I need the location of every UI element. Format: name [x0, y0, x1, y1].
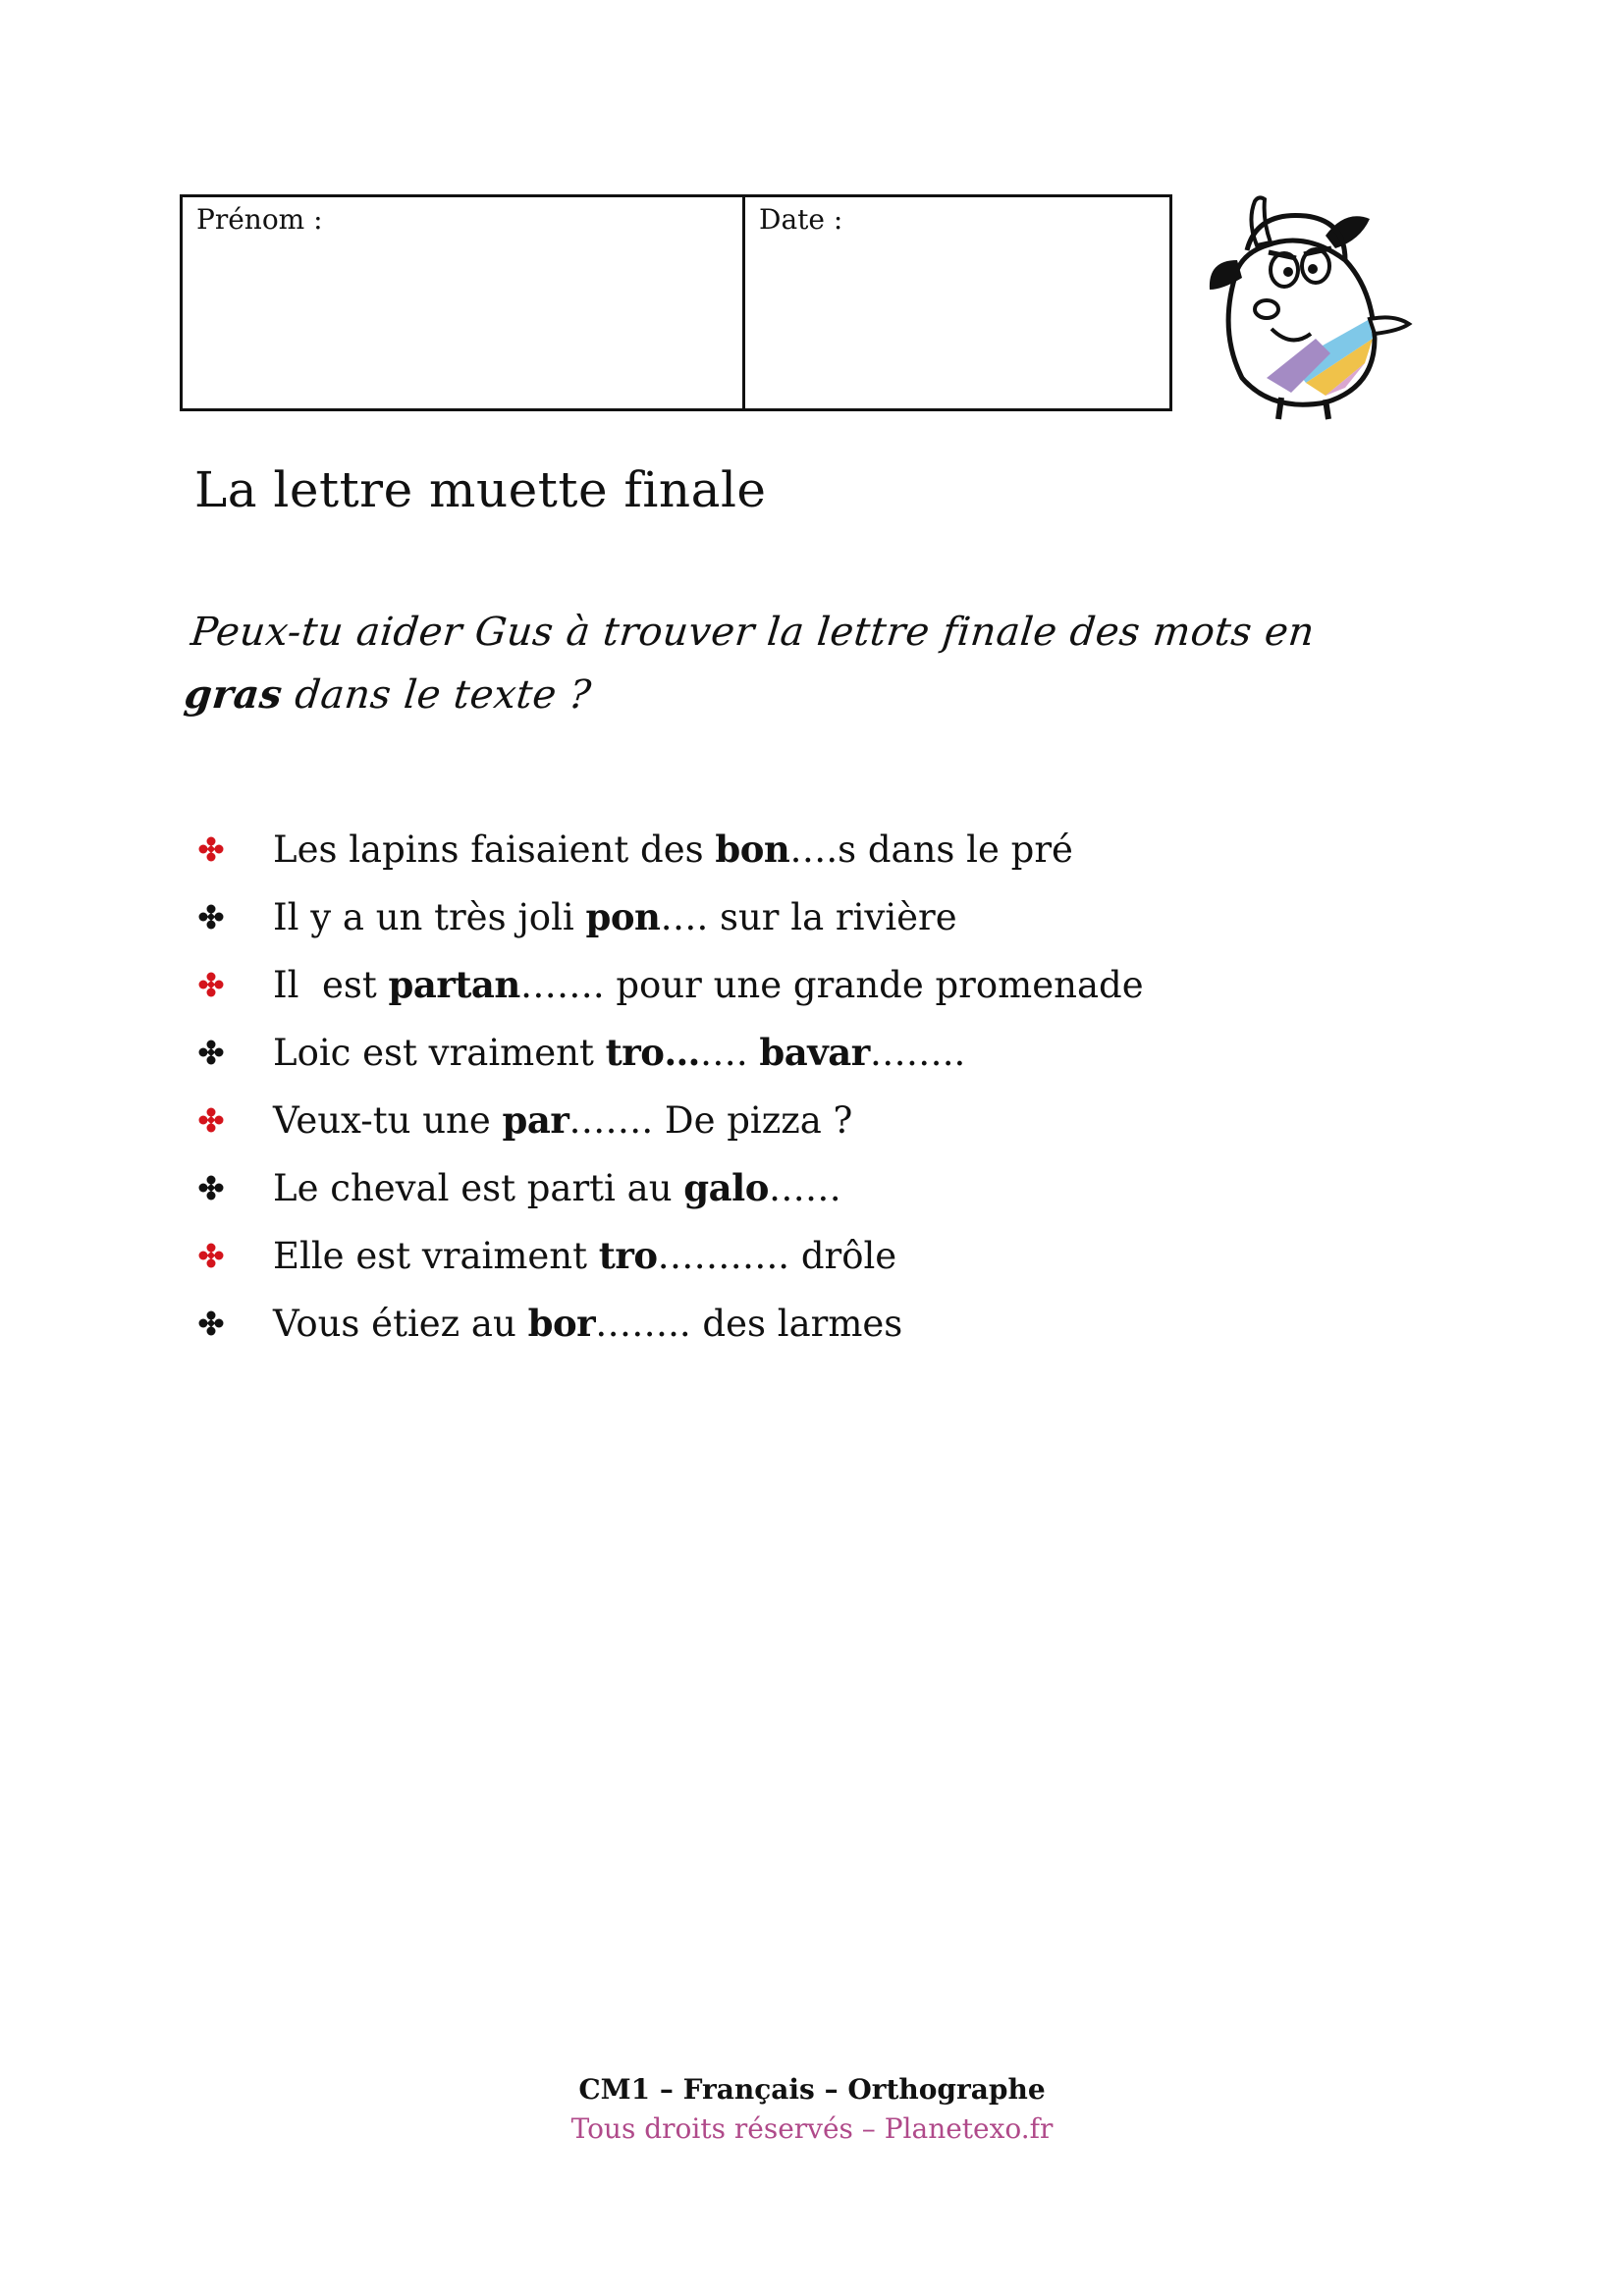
diamond-bullet-icon [194, 1299, 228, 1348]
diamond-bullet-icon [194, 1163, 228, 1212]
sentence-start: Veux-tu une [273, 1099, 503, 1142]
blank-answer-2[interactable]: …….. [869, 1032, 966, 1074]
list-item [194, 1095, 1144, 1163]
diamond-bullet-icon [194, 892, 228, 941]
bold-word: bon [715, 828, 790, 871]
bold-word: tro… [605, 1031, 700, 1074]
bold-word: partan [388, 963, 520, 1006]
sheep-mascot-icon [1198, 191, 1419, 422]
blank-answer[interactable]: ……. De pizza ? [568, 1099, 853, 1142]
diamond-bullet-icon [194, 960, 228, 1009]
blank-answer[interactable]: …… [768, 1167, 841, 1209]
blank-answer[interactable]: ……. pour une grande promenade [519, 964, 1144, 1006]
bold-word: pon [585, 895, 661, 938]
instruction-bold-word: gras [182, 671, 285, 718]
diamond-bullet-icon [194, 1095, 228, 1145]
prenom-label: Prénom : [196, 203, 323, 236]
bold-word: galo [683, 1166, 769, 1209]
list-item [194, 1231, 1144, 1299]
list-item [194, 1163, 1144, 1231]
list-item [194, 960, 1144, 1028]
bold-word: bor [527, 1302, 596, 1345]
diamond-bullet-icon [194, 825, 228, 874]
sentence-start: Il y a un très joli [273, 896, 586, 938]
blank-answer[interactable]: …. [699, 1032, 760, 1074]
identity-box [180, 194, 1172, 411]
sentence-start: Loic est vraiment [273, 1032, 606, 1074]
bold-word: tro [598, 1234, 658, 1277]
bold-word: par [502, 1098, 569, 1142]
list-item [194, 1028, 1144, 1095]
blank-answer[interactable]: …. sur la rivière [660, 896, 957, 938]
sentence-start: Le cheval est parti au [273, 1167, 684, 1209]
page-title: La lettre muette finale [194, 461, 767, 518]
blank-answer[interactable]: ……….. drôle [657, 1235, 897, 1277]
list-item [194, 892, 1144, 960]
bold-word-2: bavar [759, 1031, 870, 1074]
diamond-bullet-icon [194, 1231, 228, 1280]
date-field[interactable] [745, 197, 1169, 408]
sentence-start: Il est [273, 964, 389, 1006]
sentence-start: Elle est vraiment [273, 1235, 599, 1277]
instruction-text [182, 601, 1432, 726]
footer-copyright[interactable]: Tous droits réservés – Planetexo.fr [570, 2112, 1054, 2145]
sentence-start: Les lapins faisaient des [273, 828, 716, 871]
date-label: Date : [759, 203, 843, 236]
list-item [194, 825, 1144, 892]
footer-level: CM1 – Français – Orthographe [578, 2073, 1046, 2106]
sentence-start: Vous étiez au [273, 1303, 528, 1345]
blank-answer[interactable]: …….. des larmes [595, 1303, 903, 1345]
prenom-field[interactable] [183, 197, 745, 408]
instruction-line2: dans le texte ? [279, 672, 594, 718]
instruction-line1: Peux-tu aider Gus à trouver la lettre finale des mots en [189, 610, 1318, 655]
list-item [194, 1299, 1144, 1366]
diamond-bullet-icon [194, 1028, 228, 1077]
blank-answer[interactable]: ….s dans le pré [789, 828, 1073, 871]
exercise-list [194, 825, 1144, 1366]
